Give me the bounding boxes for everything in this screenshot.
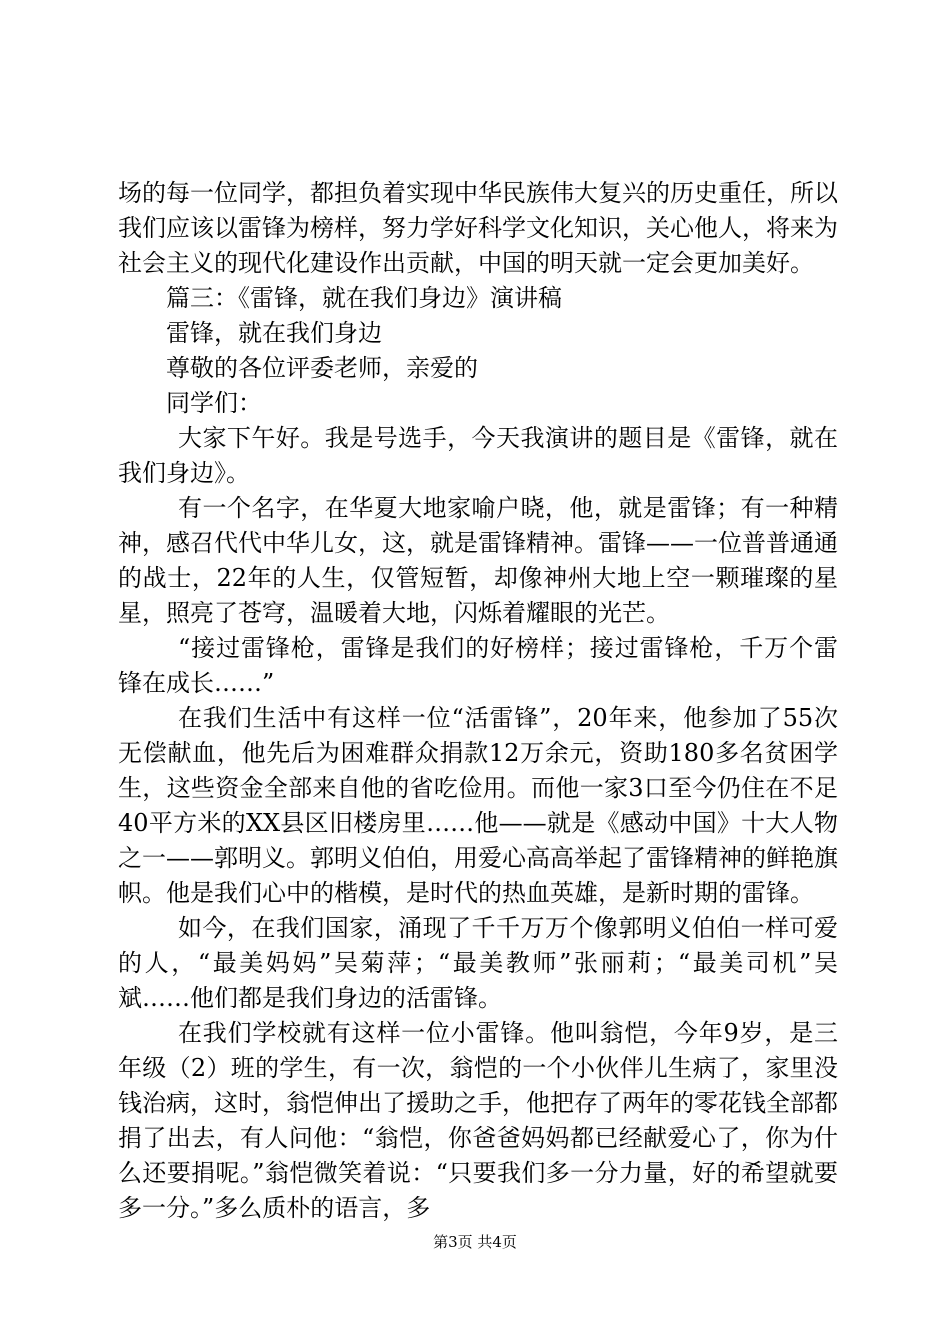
paragraph: 在我们生活中有这样一位“活雷锋”，20年来，他参加了55次无偿献血，他先后为困难群众捐款12万余元，资助180多名贫困学生，这些资金全部来自他的省吃俭用。而他一家3口至今仍住在不足40平方米的XX县区旧楼房里……他——就是《感动中国》十大人物之一——郭明义。郭明义伯伯，用爱心高高举起了雷锋精神的鲜艳旗帜。他是我们心中的楷模，是时代的热血英雄，是新时期的雷锋。 — [118, 704, 838, 907]
paragraph: 如今，在我们国家，涌现了千千万万个像郭明义伯伯一样可爱的人，“最美妈妈”吴菊萍；“最美教师”张丽莉；“最美司机”吴斌……他们都是我们身边的活雷锋。 — [118, 914, 838, 1012]
paragraph: 在我们学校就有这样一位小雷锋。他叫翁恺，今年9岁，是三年级（2）班的学生，有一次，翁恺的一个小伙伴儿生病了，家里没钱治病，这时，翁恺伸出了援助之手，他把存了两年的零花钱全部都捐了出去，有人问他：“翁恺，你爸爸妈妈都已经献爱心了，你为什么还要捐呢。”翁恺微笑着说：“只要我们多一分力量，好的希望就要多一分。”多么质朴的语言，多 — [118, 1019, 838, 1222]
section-heading: 篇三：《雷锋，就在我们身边》演讲稿 — [166, 284, 562, 312]
paragraph: 大家下午好。我是号选手，今天我演讲的题目是《雷锋，就在我们身边》。 — [118, 424, 838, 487]
page-number-footer: 第3页 共4页 — [433, 1233, 517, 1251]
paragraph: 有一个名字，在华夏大地家喻户晓，他，就是雷锋；有一种精神，感召代代中华儿女，这，就是雷锋精神。雷锋——一位普普通通的战士，22年的人生，仅管短暂，却像神州大地上空一颗璀璨的星星，照亮了苍穹，温暖着大地，闪烁着耀眼的光芒。 — [118, 494, 838, 627]
paragraph-continuation: 场的每一位同学，都担负着实现中华民族伟大复兴的历史重任，所以我们应该以雷锋为榜样，努力学好科学文化知识，关心他人，将来为社会主义的现代化建设作出贡献，中国的明天就一定会更加美好。 — [118, 179, 838, 277]
quote-paragraph: “接过雷锋枪，雷锋是我们的好榜样；接过雷锋枪，千万个雷锋在成长……” — [118, 634, 838, 697]
speech-title: 雷锋，就在我们身边 — [166, 319, 382, 347]
salutation-line: 同学们： — [166, 389, 262, 417]
document-body — [118, 176, 838, 1226]
salutation-line: 尊敬的各位评委老师，亲爱的 — [166, 354, 478, 382]
